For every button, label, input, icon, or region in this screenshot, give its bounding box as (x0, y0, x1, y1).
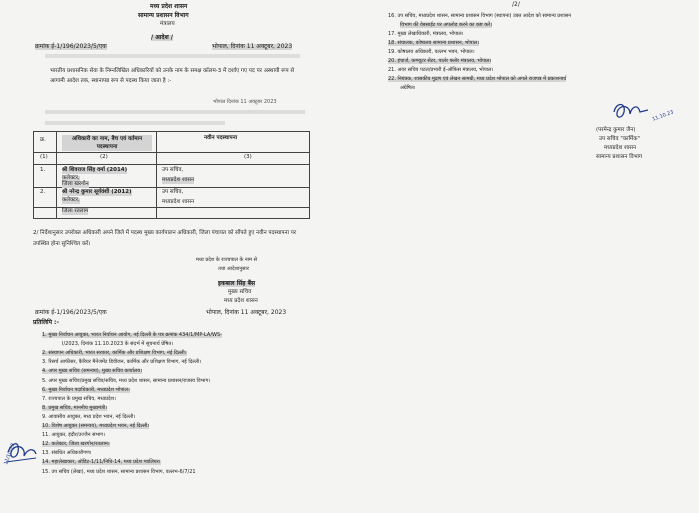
right-copy-item: अग्रेषित। (400, 85, 416, 91)
table-row-1-officer: श्री शिवराज सिंह वर्मा (2014) (62, 167, 128, 173)
copy-item: 15. उप सचिव (लेखा), मध्य प्रदेश शासन, सामान्य प्रशासन विभाग, वल्लभ-6/7/21 (42, 468, 196, 475)
copy-order-no: क्रमांक ई-1/196/2023/5/एक (35, 309, 107, 316)
copy-item: 10. विशेष आयुक्त (समन्वय), मध्यप्रदेश भवन, नई दिल्ली। (42, 423, 150, 429)
signatory-name: इकबाल सिंह बैंस (218, 280, 256, 287)
by-order-line-2: तथा आदेशानुसार (218, 266, 249, 272)
table-colnum: (1) (40, 154, 48, 160)
table-row-1-current: कलेक्टर, (62, 175, 80, 181)
table-row-2-officer: श्री नरेन्द्र कुमार सूर्यवंशी (2012) (62, 189, 132, 195)
copy-item: 12. कलेक्टर, जिला खरगोन/रतलाम। (42, 441, 110, 448)
header-order: / आदेश / (151, 34, 173, 41)
header-order-no: क्रमांक ई-1/196/2023/5/एक (35, 43, 107, 50)
table-colnum: (3) (244, 154, 252, 160)
signatory-govt: मध्य प्रदेश शासन (224, 298, 258, 304)
signer-title: उप सचिव "कार्मिक" (599, 136, 640, 142)
table-row-2-current2: जिला रतलाम (62, 208, 89, 214)
table-colnum: (2) (100, 154, 108, 160)
right-copy-item: 22. नियंत्रक, शासकीय मुद्रण एवं लेखन सामग्री, मध्य प्रदेश भोपाल को अगले राजपत्र में प्रकाशनार्थ (388, 76, 567, 82)
copy-item: 1. मुख्य निर्वाचन आयुक्त, भारत निर्वाचन आयोग, नई दिल्ली के पत्र क्रमांक 434/1/MP-LA/WS- (42, 332, 222, 338)
table-row-2-current: कलेक्टर, (62, 197, 80, 203)
table-header-sno: क्र. (40, 137, 46, 143)
copy-item: 9. आवासीय आयुक्त, मध्य प्रदेश भवन, नई दिल्ली। (42, 413, 136, 420)
table-row-2-posting: उप सचिव, (162, 189, 184, 195)
copy-item: I/2023, दिनांक 11.10.2023 के संदर्भ में सूचनार्थ प्रेषित। (62, 341, 174, 348)
copy-item: 7. राज्यपाल के प्रमुख सचिव, मध्यप्रदेश। (42, 395, 116, 402)
intro-paragraph: भारतीय प्रशासनिक सेवा के निम्नलिखित अधिकारियों को उनके नाम के समक्ष कॉलम-3 में दर्शाए गए पद पर अस्थायी रूप से आगामी आदेश तक, स्थानापन्न रूप से पदस्थ किया जाता है :- (50, 68, 295, 84)
copy-item: 13. संबंधित अधिकारीगण। (42, 450, 92, 457)
copy-item: 3. रिसर्च आफीसर, कैरियर मैनेजमेंट डिवीजन, कार्मिक और प्रशिक्षण विभाग, नई दिल्ली। (42, 359, 202, 366)
copy-place-date: भोपाल, दिनांक 11 अक्टूबर, 2023 (206, 309, 287, 316)
copy-item: 11. आयुक्त, इंदौर/उज्जैन संभाग। (42, 432, 105, 439)
copy-item: 4. अपर मुख्य सचिव (समन्वय), मुख्य सचिव कार्यालय। (42, 368, 143, 375)
intro-date-line: भोपाल दिनांक 11 अक्टूबर 2023 (213, 99, 277, 105)
table-row-2-new2: मध्यप्रदेश शासन (162, 199, 195, 205)
right-copy-item: 19. कोषालय अधिकारी, वल्लभ भवन, भोपाल। (388, 49, 475, 55)
copy-item: 2. संस्थापन अधिकारी, भारत सरकार, कार्मिक और प्रशिक्षण विभाग, नई दिल्ली। (42, 350, 187, 357)
copy-heading: प्रतिलिपि :- (33, 319, 59, 326)
copy-item: 14. महालेखाकार, ऑडिट-1/11/निधि-14, मध्य प्रदेश ग्वालियर। (42, 459, 161, 466)
table-row-1-posting: उप सचिव, (162, 167, 184, 173)
header-dept: सामान्य प्रशासन विभाग (138, 12, 189, 19)
table-row-1-new2: मध्यप्रदेश शासन (162, 177, 195, 183)
header-govt: मध्य प्रदेश शासन (150, 3, 188, 10)
copy-item: 6. मुख्य निर्वाचन पदाधिकारी, मध्यप्रदेश भोपाल। (42, 386, 130, 393)
table-header-officer: अधिकारी का नाम, बैच एवं वर्तमान पदस्थापना (62, 135, 152, 151)
signer-govt: मध्यप्रदेश शासन (604, 145, 637, 151)
posting-table (33, 131, 310, 219)
header-ministry: मंत्रालय (160, 21, 175, 27)
right-copy-item: 20. इंचार्ज, कम्प्यूटर सेंटर, पार्लर फ्लोर मंत्रालय, भोपाल। (388, 58, 492, 64)
table-row-1-sno: 1. (40, 167, 46, 173)
faint-text-line (45, 54, 300, 58)
header-place-date: भोपाल, दिनांक 11 अक्टूबर, 2023 (212, 43, 293, 50)
para-2: 2/ निर्देशानुसार उपरोक्त अधिकारी अपने जिले में पदस्थ मुख्य कार्यपालन अधिकारी, जिला पंचायत को सौंपते हुए नवीन पदस्थापना पर उपस्थित होना सुनिश्चित करें। (33, 230, 297, 247)
right-copy-item: विभाग की वेबसाईट पर अपलोड करने का कष्ट करें। (400, 22, 493, 28)
table-row-1-current2: जिला खरगौन (62, 181, 89, 187)
right-sig-date: 11.10.23 (651, 109, 675, 123)
copy-item: 8. प्रमुख सचिव, माननीय मुख्यमंत्री। (42, 404, 108, 411)
right-copy-item: 17. मुख्य लेखाधिकारी, मंत्रालय, भोपाल। (388, 31, 464, 37)
left-sig-date: 11/10/23 (3, 442, 17, 466)
table-header-new: नवीन पदस्थापना (204, 135, 238, 141)
page-number: /2/ (512, 1, 520, 8)
signer-dept: सामान्य प्रशासन विभाग (596, 154, 643, 160)
signer-name: (परमेन्द्र कुमार जैन) (596, 127, 636, 133)
faint-text-line (45, 110, 305, 114)
table-row-2-sno: 2. (40, 189, 46, 195)
right-copy-item: 21. अवर सचिव पटल/प्रभारी ई-ऑफिस मंत्रालय, भोपाल। (388, 67, 494, 73)
copy-item: 5. अपर मुख्य सचिव/प्रमुख सचिव/सचिव, मध्य प्रदेश शासन, सामान्य प्रशासन/राजस्व विभाग। (42, 377, 211, 384)
by-order-line: मध्य प्रदेश के राज्यपाल के नाम से (196, 257, 257, 263)
signatory-designation: मुख्य सचिव (228, 289, 252, 295)
right-copy-item: 18. संचालक, कोषालय सामान्य प्रशासन, भोपाल। (388, 40, 480, 46)
right-copy-item: 16. उप सचिव, मध्यप्रदेश शासन, सामान्य प्रशासन विभाग (स्थापना) उक्त आदेश को सामान्य प्रशासन (388, 13, 572, 19)
faint-text-line (45, 121, 225, 125)
